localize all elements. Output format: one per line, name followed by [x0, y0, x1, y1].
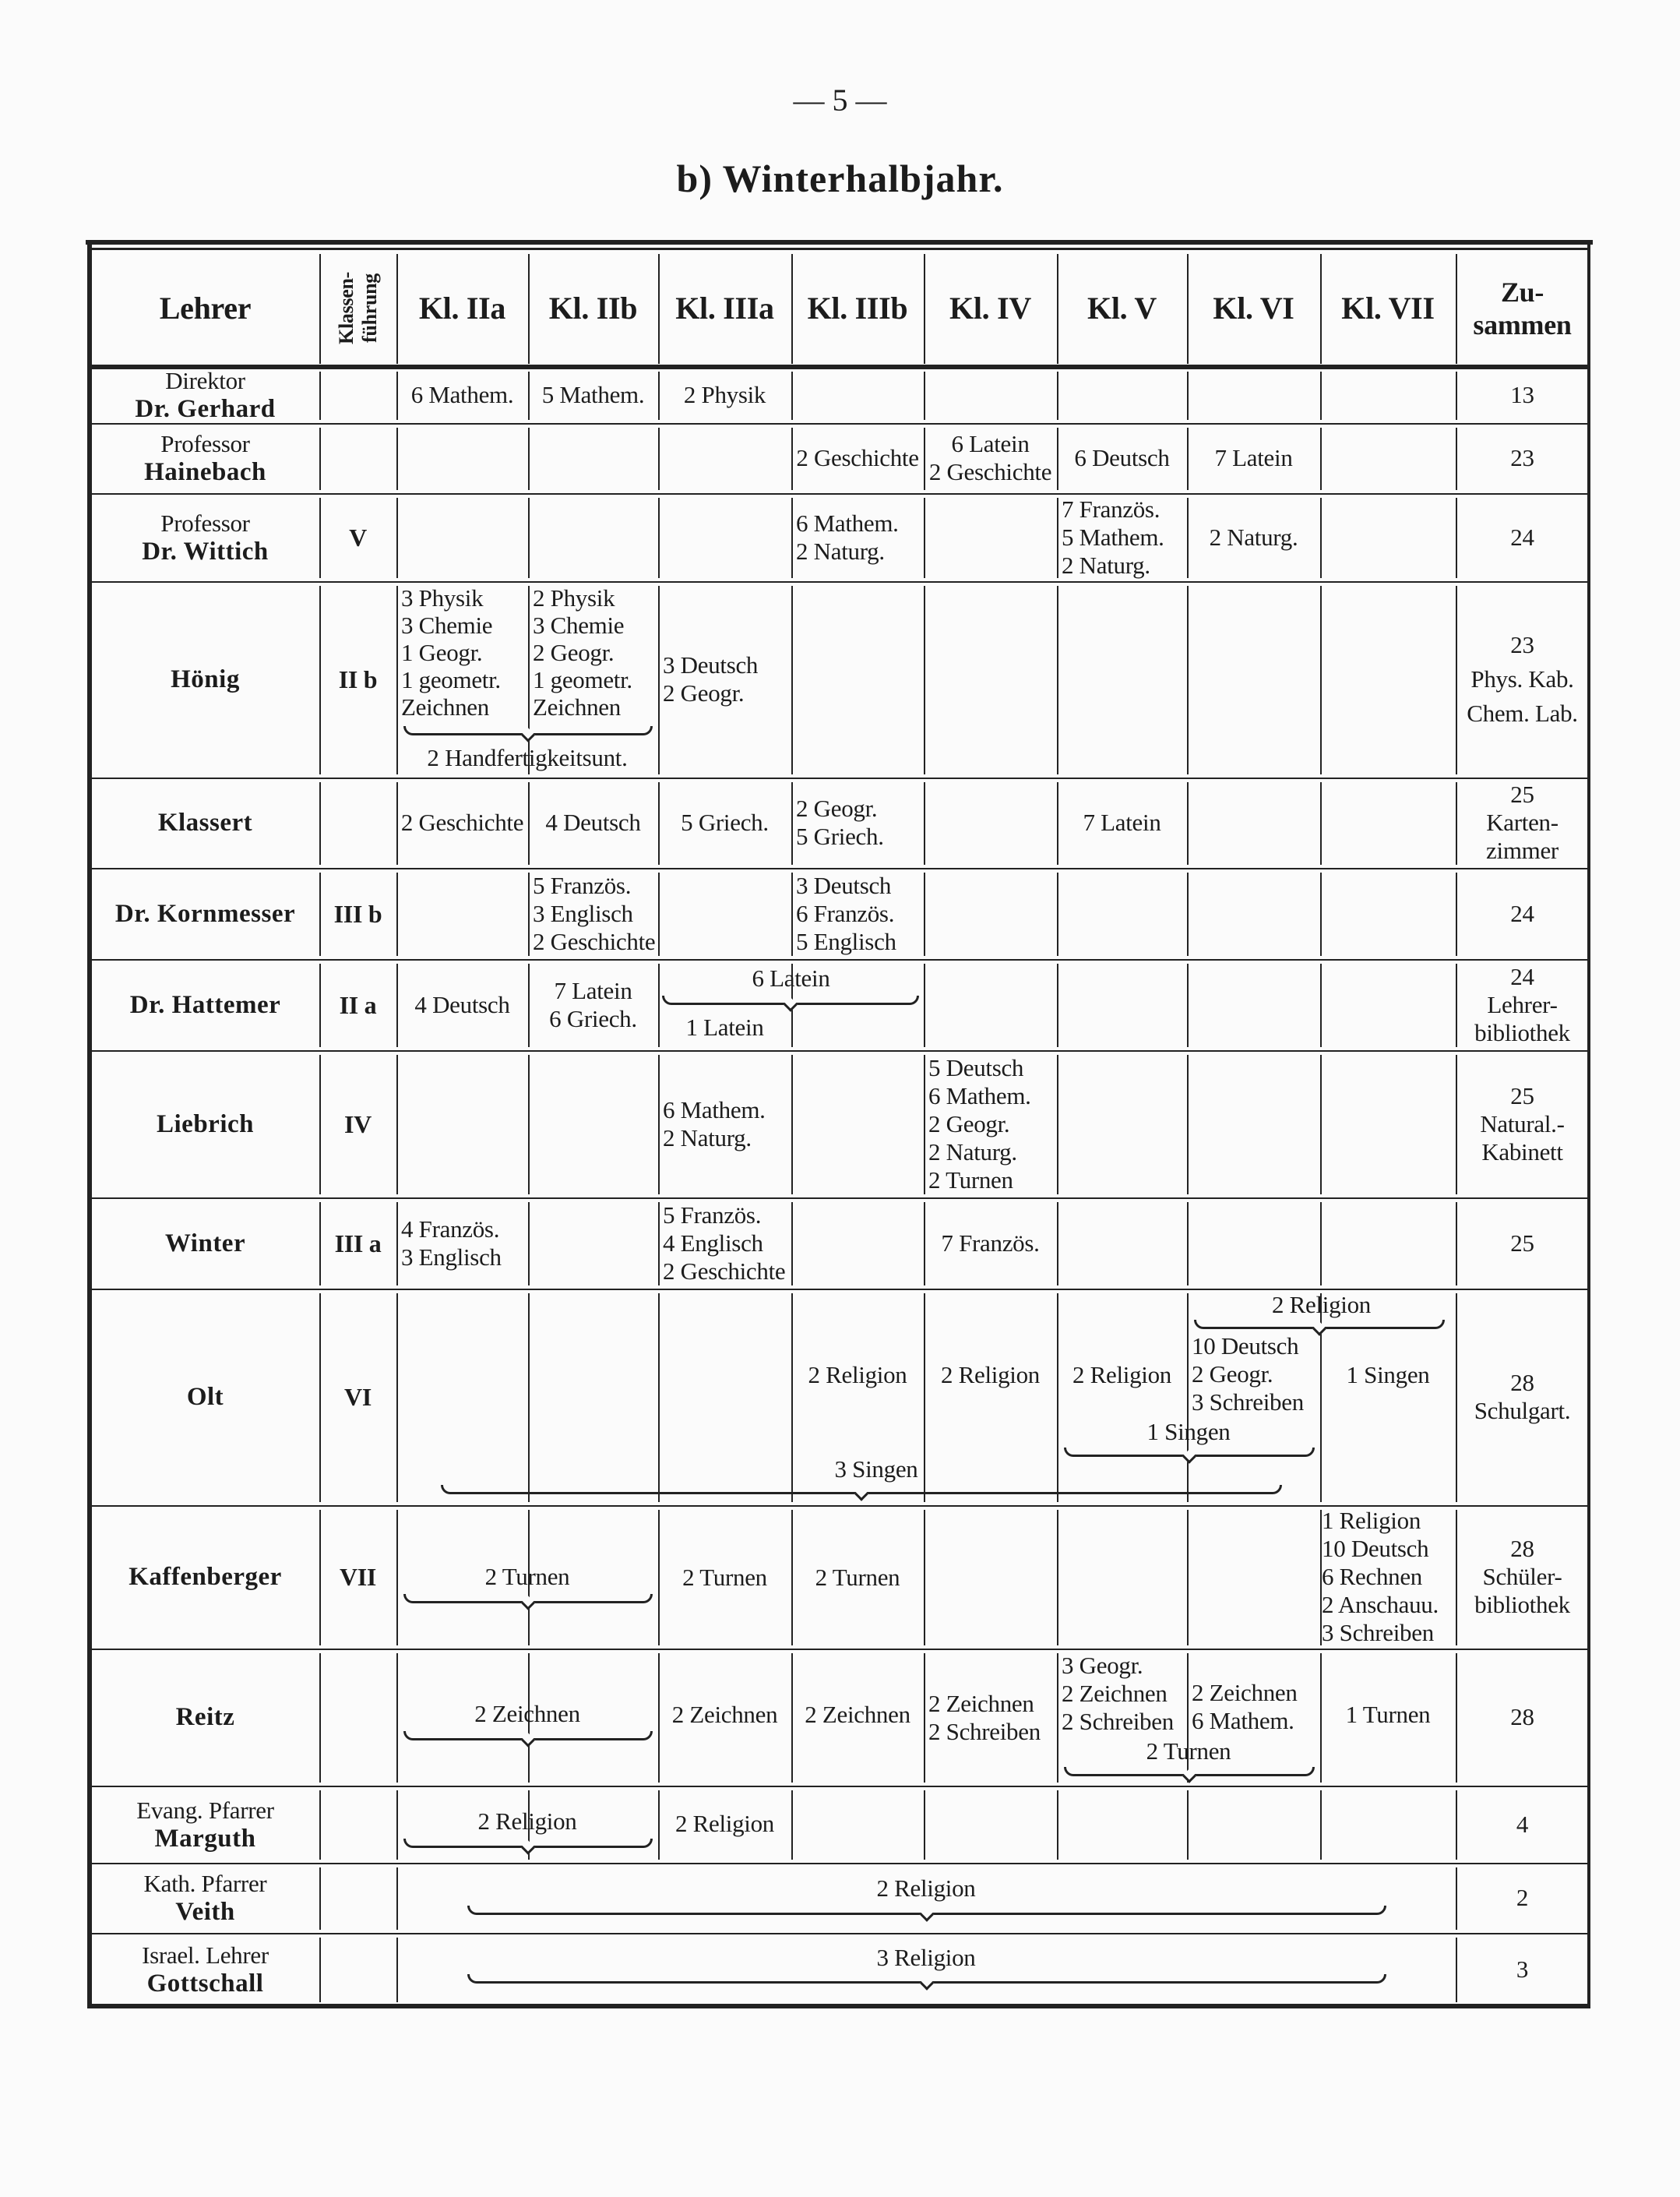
cell-span-bottom: 3 Singen — [834, 1455, 918, 1483]
cell-iia: 4 Deutsch — [414, 990, 510, 1018]
teacher-name: Olt — [186, 1383, 224, 1411]
cell-v: 6 Deutsch — [1074, 444, 1170, 471]
cell-iiib: 6 Mathem. 2 Naturg. — [796, 509, 899, 565]
cell-iib: 5 Mathem. — [541, 381, 645, 408]
border-top-thick — [86, 240, 1593, 245]
column-divider — [1057, 372, 1058, 420]
column-divider — [924, 782, 925, 865]
column-divider — [1187, 1055, 1189, 1194]
cell-vi: 2 Naturg. — [1209, 523, 1298, 551]
cell-iiib: 2 Zeichnen — [805, 1701, 910, 1728]
header-kl-iv: Kl. IV — [949, 290, 1031, 326]
cell-v: 3 Geogr. 2 Zeichnen 2 Schreiben — [1062, 1652, 1174, 1735]
column-divider — [791, 372, 793, 420]
header-kl-iia: Kl. IIa — [418, 290, 506, 326]
cell-iv: 2 Zeichnen 2 Schreiben — [928, 1690, 1041, 1745]
column-divider — [1320, 586, 1322, 774]
header-kl-vii: Kl. VII — [1341, 290, 1435, 326]
teacher-name: Veith — [175, 1898, 235, 1926]
brace — [1194, 1320, 1445, 1329]
teacher-title: Kath. Pfarrer — [143, 1870, 267, 1897]
cell-iiia: 1 Latein — [685, 1014, 764, 1041]
column-divider — [1057, 586, 1058, 774]
cell-iia: 2 Geschichte — [400, 809, 524, 836]
cell-total: 13 — [1510, 381, 1534, 408]
brace — [403, 1839, 653, 1848]
teacher-name: Kaffenberger — [129, 1563, 282, 1591]
cell-klassenfuehrung: II b — [338, 665, 378, 693]
column-divider — [1187, 782, 1189, 865]
column-divider — [528, 498, 530, 578]
cell-v: 7 Latein — [1083, 809, 1161, 836]
column-divider — [1320, 428, 1322, 490]
column-divider — [924, 498, 925, 578]
teacher-name: Hainebach — [144, 458, 266, 486]
column-divider — [791, 1055, 793, 1194]
cell-total: 2 — [1516, 1884, 1529, 1911]
brace — [662, 996, 919, 1005]
teacher-cell — [91, 493, 319, 581]
column-divider — [1320, 372, 1322, 420]
column-divider — [528, 1202, 530, 1285]
column-divider — [319, 1790, 321, 1860]
cell-span-iia-iib: 2 Zeichnen — [474, 1700, 580, 1727]
column-divider — [1057, 1293, 1058, 1502]
header-zusammen: Zu- sammen — [1473, 276, 1572, 340]
brace — [441, 1485, 1282, 1494]
teacher-name: Reitz — [175, 1703, 235, 1731]
cell-iiia: 3 Deutsch 2 Geogr. — [663, 651, 759, 707]
cell-total: 24 — [1510, 899, 1534, 927]
teacher-title: Professor — [160, 509, 250, 537]
cell-total: 4 — [1516, 1810, 1529, 1838]
column-divider — [528, 1293, 530, 1502]
cell-iiia: 2 Religion — [674, 1810, 775, 1837]
page-number: — 5 — — [793, 83, 887, 118]
cell-v: 2 Religion — [1072, 1361, 1172, 1388]
teacher-name: Gottschall — [146, 1969, 264, 1998]
column-divider — [396, 498, 398, 578]
cell-span-mid: 1 Singen — [1146, 1418, 1231, 1445]
teacher-cell — [91, 367, 319, 423]
cell-vii: 1 Religion 10 Deutsch 6 Rechnen 2 Anschauu. 3 Schreiben — [1322, 1507, 1439, 1646]
cell-iiib: 2 Geogr. 5 Griech. — [796, 795, 884, 850]
column-divider — [1320, 964, 1322, 1047]
cell-klassenfuehrung: III b — [333, 899, 382, 928]
column-divider — [1187, 1790, 1189, 1860]
cell-span-iiia-iiib: 6 Latein — [752, 964, 830, 992]
column-divider — [658, 873, 660, 956]
page-title: b) Winterhalbjahr. — [676, 157, 1004, 200]
cell-iiia: 2 Turnen — [682, 1564, 767, 1591]
column-divider — [319, 782, 321, 865]
brace — [403, 726, 653, 735]
teacher-name: Klassert — [157, 809, 253, 837]
teacher-cell — [91, 423, 319, 493]
cell-iib: 5 Französ. 3 Englisch 2 Geschichte — [533, 871, 656, 955]
column-divider — [791, 1202, 793, 1285]
cell-klassenfuehrung: III a — [334, 1229, 382, 1257]
brace — [1064, 1767, 1315, 1776]
column-divider — [319, 1938, 321, 2002]
brace — [467, 1974, 1386, 1984]
cell-klassenfuehrung: VI — [344, 1383, 372, 1411]
column-divider — [396, 428, 398, 490]
teacher-title: Direktor — [165, 367, 245, 394]
header-kl-vi: Kl. VI — [1213, 290, 1294, 326]
teacher-name: Liebrich — [157, 1109, 254, 1138]
cell-iv: 5 Deutsch 6 Mathem. 2 Geogr. 2 Naturg. 2 Turnen — [928, 1053, 1031, 1194]
cell-total: 23 Phys. Kab. Chem. Lab. — [1467, 631, 1578, 727]
teacher-cell — [91, 1289, 319, 1505]
cell-iib: 2 Physik 3 Chemie 2 Geogr. 1 geometr. Zeichnen — [533, 584, 632, 721]
column-divider — [1320, 782, 1322, 865]
cell-iiib: 2 Geschichte — [796, 444, 919, 471]
brace — [467, 1906, 1386, 1915]
column-divider — [1320, 1055, 1322, 1194]
column-divider — [1187, 372, 1189, 420]
cell-total: 24 — [1510, 523, 1534, 551]
cell-total: 28 — [1510, 1703, 1534, 1730]
teacher-cell — [91, 868, 319, 959]
teacher-cell — [91, 1786, 319, 1863]
column-divider — [396, 873, 398, 956]
header-kl-iiia: Kl. IIIa — [675, 290, 774, 326]
cell-iiib: 3 Deutsch 6 Französ. 5 Englisch — [796, 871, 896, 955]
cell-span-iia-iib: 2 Religion — [477, 1807, 577, 1835]
column-divider — [528, 428, 530, 490]
cell-span-bottom: 2 Turnen — [1146, 1737, 1231, 1765]
teacher-name: Dr. Wittich — [142, 537, 269, 566]
cell-klassenfuehrung: V — [349, 523, 367, 552]
teacher-title: Professor — [160, 430, 250, 457]
cell-v: 7 Französ. 5 Mathem. 2 Naturg. — [1062, 495, 1164, 579]
cell-total: 24 Lehrer- bibliothek — [1474, 962, 1570, 1046]
column-divider — [319, 428, 321, 490]
teacher-cell — [91, 1197, 319, 1289]
teacher-name: Dr. Kornmesser — [114, 899, 296, 928]
column-divider — [1320, 1790, 1322, 1860]
header-kl-v: Kl. V — [1087, 290, 1157, 326]
cell-span-iia-iib: 2 Handfertigkeitsunt. — [427, 744, 628, 771]
cell-total: 28 Schulgart. — [1474, 1369, 1571, 1424]
column-divider — [1187, 586, 1189, 774]
cell-klassenfuehrung: II a — [339, 990, 377, 1019]
brace — [1064, 1448, 1315, 1457]
column-divider — [924, 1790, 925, 1860]
teacher-cell — [91, 1933, 319, 2005]
header-lehrer: Lehrer — [159, 290, 252, 326]
column-divider — [924, 873, 925, 956]
column-divider — [1320, 498, 1322, 578]
cell-span-all: 3 Religion — [876, 1944, 976, 1971]
cell-iv: 7 Französ. — [941, 1229, 1040, 1257]
teacher-cell — [91, 778, 319, 868]
column-divider — [1320, 1202, 1322, 1285]
cell-iiia: 2 Zeichnen — [671, 1701, 778, 1728]
cell-vi: 2 Zeichnen 6 Mathem. — [1192, 1679, 1298, 1734]
cell-iiia: 5 Französ. 4 Englisch 2 Geschichte — [663, 1201, 786, 1285]
cell-iiia: 2 Physik — [683, 381, 766, 408]
cell-iib: 7 Latein 6 Griech. — [549, 976, 637, 1032]
cell-iiib: 2 Religion — [808, 1361, 907, 1388]
cell-vi: 10 Deutsch 2 Geogr. 3 Schreiben — [1192, 1332, 1304, 1416]
teacher-cell — [91, 1505, 319, 1649]
column-divider — [319, 1867, 321, 1930]
cell-iiia: 5 Griech. — [681, 809, 769, 836]
cell-vii: 1 Turnen — [1345, 1701, 1431, 1728]
teacher-cell — [91, 1050, 319, 1197]
cell-iib: 4 Deutsch — [545, 809, 641, 836]
cell-klassenfuehrung: VII — [339, 1563, 377, 1591]
column-divider — [924, 586, 925, 774]
cell-iia: 6 Mathem. — [410, 381, 514, 408]
teacher-title: Evang. Pfarrer — [136, 1796, 274, 1824]
cell-total: 25 Karten- zimmer — [1486, 781, 1558, 864]
cell-vi: 7 Latein — [1214, 444, 1293, 471]
cell-iv: 6 Latein 2 Geschichte — [928, 430, 1052, 485]
column-divider — [791, 1790, 793, 1860]
column-divider — [658, 498, 660, 578]
column-divider — [396, 1055, 398, 1194]
cell-total: 3 — [1516, 1955, 1529, 1983]
header-kl-iiib: Kl. IIIb — [807, 290, 908, 326]
teacher-cell — [91, 581, 319, 778]
cell-span-all: 2 Religion — [876, 1874, 976, 1902]
teacher-cell — [91, 959, 319, 1050]
cell-total: 23 — [1510, 444, 1534, 471]
cell-iv: 2 Religion — [940, 1361, 1041, 1388]
column-divider — [924, 964, 925, 1047]
teacher-name: Winter — [164, 1229, 246, 1257]
cell-vii: 1 Singen — [1346, 1361, 1430, 1388]
cell-total: 28 Schüler- bibliothek — [1474, 1535, 1570, 1618]
teacher-name: Dr. Hattemer — [129, 990, 281, 1019]
column-divider — [1057, 1510, 1058, 1645]
header-klassenfuehrung-cell — [319, 249, 396, 367]
teacher-name: Hönig — [171, 665, 240, 693]
column-divider — [1057, 1202, 1058, 1285]
column-divider — [1187, 873, 1189, 956]
cell-iiia: 6 Mathem. 2 Naturg. — [663, 1095, 766, 1151]
column-divider — [658, 1293, 660, 1502]
cell-total: 25 Natural.- Kabinett — [1480, 1081, 1565, 1166]
cell-span-top: 2 Religion — [1271, 1291, 1372, 1318]
column-divider — [924, 1510, 925, 1645]
cell-span-iia-iib: 2 Turnen — [484, 1563, 570, 1590]
cell-iia: 4 Französ. 3 Englisch — [401, 1215, 502, 1271]
column-divider — [1320, 873, 1322, 956]
column-divider — [924, 372, 925, 420]
column-divider — [1187, 1510, 1189, 1645]
column-divider — [791, 586, 793, 774]
column-divider — [528, 1055, 530, 1194]
column-divider — [1057, 1790, 1058, 1860]
cell-klassenfuehrung: IV — [344, 1109, 372, 1138]
cell-iia: 3 Physik 3 Chemie 1 Geogr. 1 geometr. Zeichnen — [401, 584, 501, 721]
header-kl-iib: Kl. IIb — [548, 290, 638, 326]
brace — [403, 1594, 653, 1603]
column-divider — [319, 372, 321, 420]
column-divider — [1187, 1202, 1189, 1285]
column-divider — [396, 1293, 398, 1502]
teacher-cell — [91, 1649, 319, 1786]
teacher-name: Marguth — [154, 1824, 256, 1853]
cell-iiib: 2 Turnen — [815, 1564, 900, 1591]
teacher-cell — [91, 1863, 319, 1933]
column-divider — [1057, 873, 1058, 956]
teacher-name: Dr. Gerhard — [135, 395, 276, 423]
column-divider — [1187, 964, 1189, 1047]
brace — [403, 1731, 653, 1740]
header-klassenfuehrung: Klassen- führung — [334, 272, 381, 344]
column-divider — [319, 1653, 321, 1783]
column-divider — [1057, 1055, 1058, 1194]
column-divider — [1057, 964, 1058, 1047]
column-divider — [658, 428, 660, 490]
teacher-title: Israel. Lehrer — [142, 1941, 269, 1969]
cell-total: 25 — [1510, 1229, 1534, 1257]
